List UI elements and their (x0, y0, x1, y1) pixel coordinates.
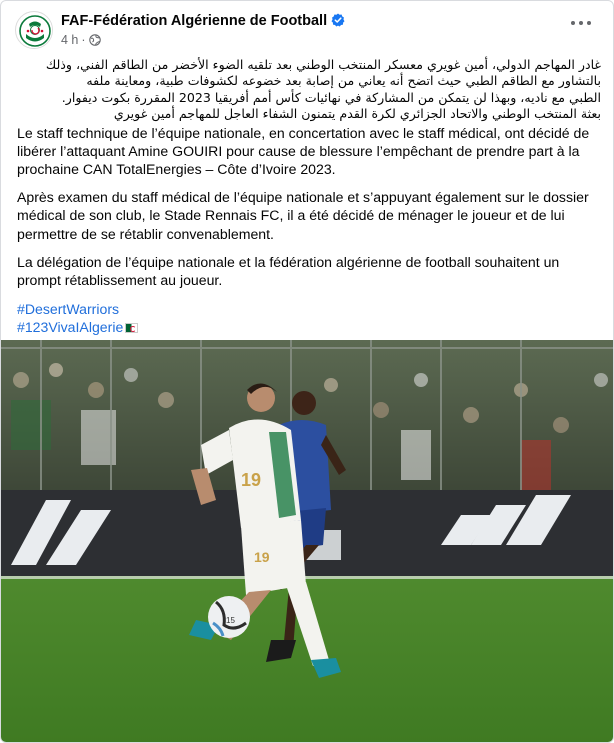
arabic-line: بعثة المنتخب الوطني والاتحاد الجزائري لكرة القدم يتمنون الشفاء العاجل للمهاجم أمين غويري (113, 106, 601, 122)
french-paragraph: Le staff technique de l’équipe nationale, en concertation avec le staff médical, ont décidé de libérer l’attaquant Amine GOUIRI pour cause de blessure l’empêchant de prendre part à la prochaine CAN TotalEnergies – Côte d’Ivoire 2023. (17, 124, 590, 178)
football-icon (208, 596, 250, 638)
page-name-text[interactable]: FAF-Fédération Algérienne de Football (61, 13, 328, 29)
meta-separator: · (81, 33, 86, 47)
globe-icon[interactable] (89, 34, 101, 46)
ball-number: 15 (226, 616, 235, 625)
arabic-line: بالتشاور مع الطاقم الطبي حيث اتضح أنه يعاني من إصابة بعد خضوعه لكشوفات طبية، ومعاينة ملفه (86, 73, 601, 89)
arabic-line: غادر المهاجم الدولي، أمين غويري معسكر المنتخب الوطني بعد تلقيه الضوء الأخضر من الطاقم الفني، وذلك (45, 57, 601, 72)
faf-logo-icon (16, 12, 53, 49)
more-options-button[interactable] (571, 17, 593, 29)
french-paragraph: La délégation de l’équipe nationale et la fédération algérienne de football souhaitent un prompt rétablissement au joueur. (17, 253, 560, 289)
post-time[interactable]: 4 h (61, 33, 79, 47)
football-match-photo (1, 340, 614, 743)
hashtag-link[interactable]: #DesertWarriors (17, 301, 120, 318)
post-photo[interactable] (1, 340, 614, 743)
jersey-number: 19 (241, 470, 262, 490)
page-name-link[interactable] (61, 13, 345, 29)
arabic-line: الطبي مع ناديه، وبهذا لن يتمكن من المشاركة في نهائيات كأس أمم أفريقيا 2023 المقررة بكوت ديفوار. (61, 89, 601, 105)
hashtag-text[interactable]: #123VivaIAlgerie (17, 319, 124, 336)
hashtag-link-with-flag[interactable] (17, 318, 601, 336)
verified-badge-icon (331, 13, 345, 27)
post-header (15, 11, 601, 51)
post-text (17, 57, 601, 337)
more-dot (579, 21, 583, 25)
page-avatar[interactable] (15, 11, 53, 49)
hashtags (17, 300, 601, 336)
post-meta (61, 33, 101, 47)
french-paragraph: Après examen du staff médical de l’équipe nationale et s’appuyant également sur le dossier médical de son club, le Stade Rennais FC, il a été décidé de ménager le joueur et de lui permettre de se rétablir convenablement. (17, 189, 589, 242)
more-dot (587, 21, 591, 25)
algeria-flag-icon (125, 323, 138, 333)
shorts-number: 19 (254, 549, 270, 565)
more-dot (571, 21, 575, 25)
